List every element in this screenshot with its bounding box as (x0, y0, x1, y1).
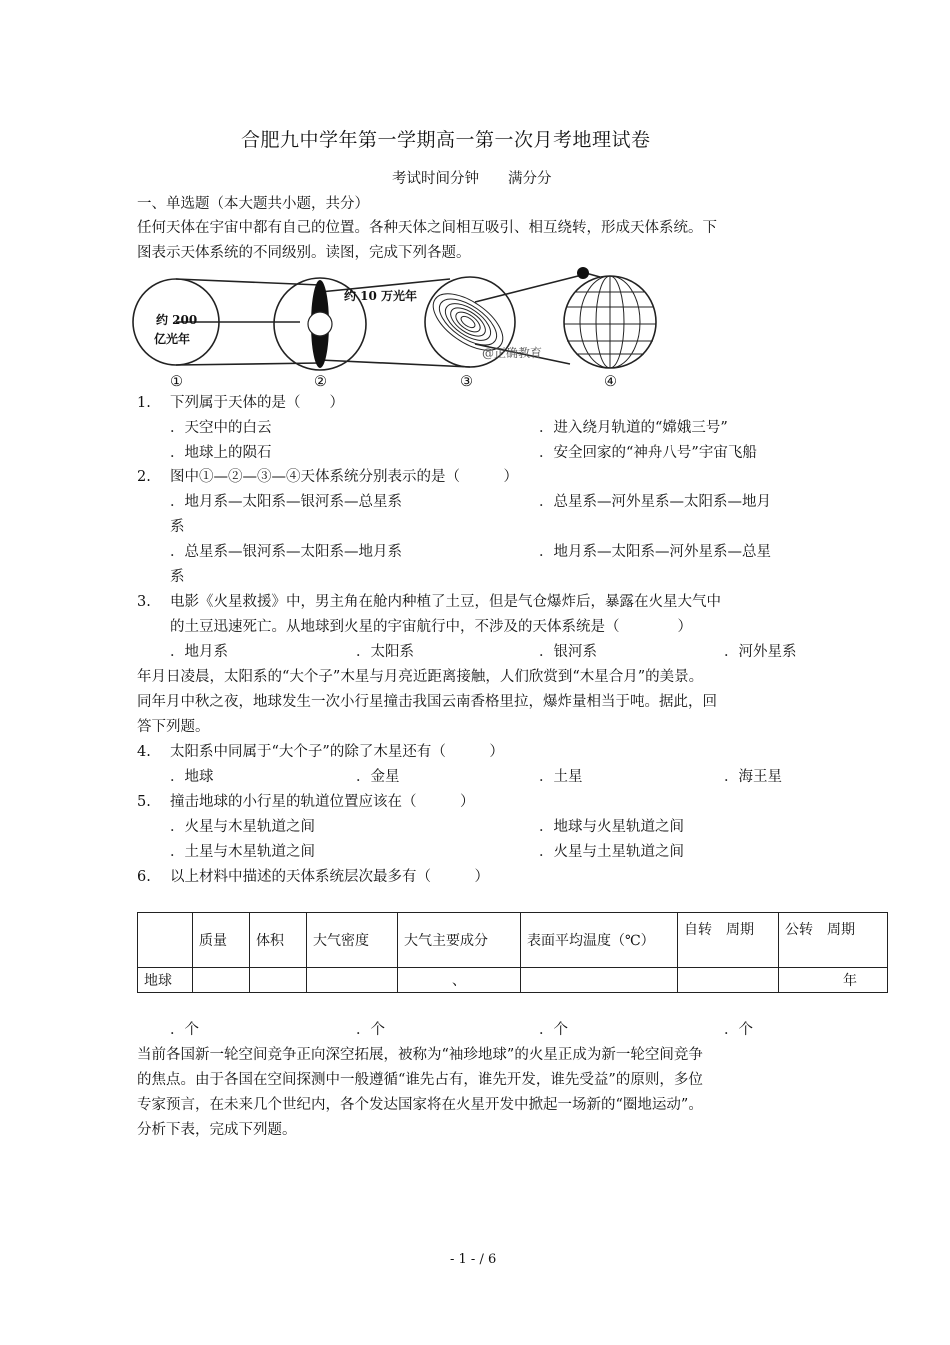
q4-option-a[interactable]: ．地球 (170, 769, 214, 785)
q3-number: 3. (137, 594, 151, 610)
label-10w: 约 10 万光年 (344, 289, 418, 303)
passage3-line-1: 当前各国新一轮空间竞争正向深空拓展，被称为“袖珍地球”的火星正成为新一轮空间竞争 (137, 1047, 703, 1063)
table-header-cell: 大气密度 (307, 913, 398, 968)
passage2-line-2: 同年月中秋之夜，地球发生一次小行星撞击我国云南香格里拉，爆炸量相当于吨。据此，回 (137, 694, 717, 710)
table-cell: 年 (779, 968, 888, 993)
q1-stem: 下列属于天体的是（ ） (170, 395, 344, 411)
table-header-cell: 大气主要成分 (398, 913, 521, 968)
section-heading: 一、单选题（本大题共小题，共分） (137, 196, 369, 212)
table-header-cell: 质量 (193, 913, 250, 968)
table-header-cell (138, 913, 193, 968)
q5-stem: 撞击地球的小行星的轨道位置应该在（ ） (170, 794, 475, 810)
table-cell (193, 968, 250, 993)
intro-line-2: 图表示天体系统的不同级别。读图，完成下列各题。 (137, 245, 471, 261)
intro-line-1: 任何天体在宇宙中都有自己的位置。各种天体之间相互吸引、相互绕转，形成天体系统。下 (137, 220, 717, 236)
q1-option-d[interactable]: ．安全回家的“神舟八号”宇宙飞船 (539, 445, 757, 461)
q4-number: 4. (137, 744, 151, 760)
table-cell (678, 968, 779, 993)
table-header-cell: 表面平均温度（℃） (521, 913, 678, 968)
table-cell: 地球 (138, 968, 193, 993)
q6-stem: 以上材料中描述的天体系统层次最多有（ ） (170, 869, 489, 885)
passage3-line-2: 的焦点。由于各国在空间探测中一般遵循“谁先占有，谁先开发，谁先受益”的原则，多位 (137, 1072, 703, 1088)
q4-option-d[interactable]: ．海王星 (724, 769, 782, 785)
q2-number: 2. (137, 469, 151, 485)
q2-stem: 图中①—②—③—④天体系统分别表示的是（ ） (170, 469, 518, 485)
q1-number: 1. (137, 395, 151, 411)
q4-option-c[interactable]: ．土星 (539, 769, 583, 785)
passage3-line-4: 分析下表，完成下列题。 (137, 1122, 297, 1138)
fig-num-3: ③ (460, 374, 473, 390)
q2-option-b[interactable]: ．总星系—河外星系—太阳系—地月 (539, 494, 771, 510)
fig-num-1: ① (170, 374, 183, 390)
table-row (138, 968, 888, 993)
table-header-cell: 自转 周期 (678, 913, 779, 968)
q4-stem: 太阳系中同属于“大个子”的除了木星还有（ ） (170, 744, 504, 760)
label-lightyear: 亿光年 (154, 332, 191, 346)
watermark: @正确教育 (482, 346, 543, 360)
q6-option-b[interactable]: ．个 (356, 1022, 385, 1038)
q4-option-b[interactable]: ．金星 (356, 769, 400, 785)
q2-option-b-cont: 系 (170, 519, 185, 535)
q3-stem-2: 的土豆迅速死亡。从地球到火星的宇宙航行中，不涉及的天体系统是（ ） (170, 619, 692, 635)
passage3-line-3: 专家预言，在未来几个世纪内，各个发达国家将在火星开发中掀起一场新的“圈地运动”。 (137, 1097, 703, 1113)
q5-number: 5. (137, 794, 151, 810)
q3-option-c[interactable]: ．银河系 (539, 644, 597, 660)
q6-number: 6. (137, 869, 151, 885)
q2-option-c[interactable]: ．总星系—银河系—太阳系—地月系 (170, 544, 402, 560)
q2-option-d[interactable]: ．地月系—太阳系—河外星系—总星 (539, 544, 771, 560)
q5-option-a[interactable]: ．火星与木星轨道之间 (170, 819, 315, 835)
q2-option-a[interactable]: ．地月系—太阳系—银河系—总星系 (170, 494, 402, 510)
passage2-line-1: 年月日凌晨，太阳系的“大个子”木星与月亮近距离接触，人们欣赏到“木星合月”的美景。 (137, 669, 704, 685)
q5-option-b[interactable]: ．地球与火星轨道之间 (539, 819, 684, 835)
page-title: 合肥九中学年第一学期高一第一次月考地理试卷 (241, 129, 651, 151)
fig-num-2: ② (314, 374, 327, 390)
table-cell (307, 968, 398, 993)
table-cell (250, 968, 307, 993)
page-number: - 1 - / 6 (450, 1252, 497, 1267)
moon-dot (577, 267, 589, 279)
q1-option-c[interactable]: ．地球上的陨石 (170, 445, 272, 461)
table-header-row (138, 913, 888, 968)
q6-option-c[interactable]: ．个 (539, 1022, 568, 1038)
q2-option-d-cont: 系 (170, 569, 185, 585)
q5-option-c[interactable]: ．土星与木星轨道之间 (170, 844, 315, 860)
q6-option-a[interactable]: ．个 (170, 1022, 199, 1038)
q1-option-b[interactable]: ．进入绕月轨道的“嫦娥三号” (539, 420, 728, 436)
planet-data-table (137, 912, 888, 993)
table-cell: 、 (398, 968, 521, 993)
fig-num-4: ④ (604, 374, 617, 390)
q3-option-d[interactable]: ．河外星系 (724, 644, 797, 660)
q3-option-b[interactable]: ．太阳系 (356, 644, 414, 660)
q1-option-a[interactable]: ．天空中的白云 (170, 420, 272, 436)
q6-option-d[interactable]: ．个 (724, 1022, 753, 1038)
q5-option-d[interactable]: ．火星与土星轨道之间 (539, 844, 684, 860)
table-cell (521, 968, 678, 993)
celestial-system-figure (130, 262, 670, 392)
q3-option-a[interactable]: ．地月系 (170, 644, 228, 660)
page-subtitle: 考试时间分钟 满分分 (392, 171, 552, 187)
table-header-cell: 公转 周期 (779, 913, 888, 968)
table-header-cell: 体积 (250, 913, 307, 968)
passage2-line-3: 答下列题。 (137, 719, 210, 735)
label-200: 约 200 (156, 313, 198, 327)
q3-stem: 电影《火星救援》中，男主角在舱内种植了土豆，但是气仓爆炸后，暴露在火星大气中 (170, 594, 721, 610)
